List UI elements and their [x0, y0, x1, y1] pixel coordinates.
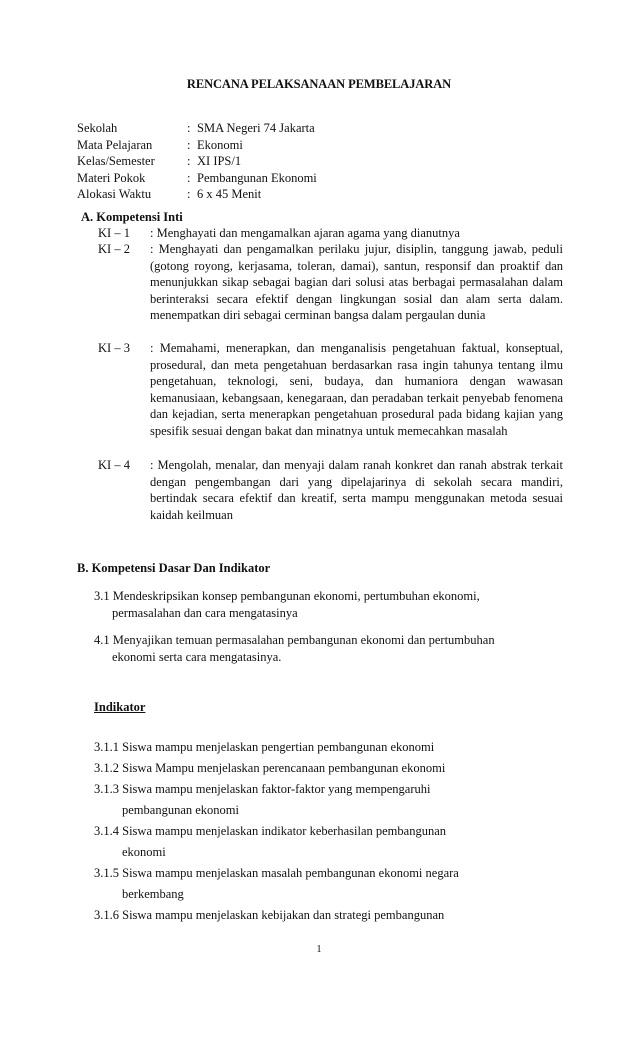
ki-text: : Menghayati dan pengamalkan perilaku jujur, disiplin, tanggung jawab, peduli (gotong royong, kerjasama, toleran, damai), santun, responsif dan proaktif dan menunjukkan sikap sebagai bagian dari solusi atas berbagai permasalahan dalam berinteraksi secara efektif dengan lingkungan sosial dan alam serta dalam. menempatkan diri sebagai cerminan bangsa dalam pergaulan dunia — [150, 242, 563, 322]
indikator-line: 3.1.1 Siswa mampu menjelaskan pengertian pembangunan ekonomi — [94, 740, 435, 754]
ki-1 — [98, 225, 563, 242]
identity-value: 6 x 45 Menit — [197, 187, 262, 201]
indikator-3-1-5 — [94, 865, 554, 882]
indikator-3-1-3-cont — [94, 802, 554, 819]
page-number: 1 — [316, 944, 322, 955]
identity-label: Mata Pelajaran — [77, 137, 153, 152]
identity-row-materi-pokok — [77, 170, 317, 187]
kd-3-1 — [94, 588, 544, 621]
indikator-3-1-1 — [94, 739, 554, 756]
indikator-line: 3.1.6 Siswa mampu menjelaskan kebijakan dan strategi pembangunan — [94, 908, 445, 922]
indikator-3-1-3 — [94, 781, 554, 798]
document-title: RENCANA PELAKSANAAN PEMBELAJARAN — [186, 77, 452, 91]
indikator-3-1-4 — [94, 823, 554, 840]
indikator-line-continued: ekonomi — [122, 845, 166, 859]
identity-row-kelas-semester — [77, 153, 317, 170]
identity-value: Pembangunan Ekonomi — [197, 170, 317, 185]
kd-line: 3.1 Mendeskripsikan konsep pembangunan ekonomi, pertumbuhan ekonomi, — [94, 589, 480, 603]
identity-label: Alokasi Waktu — [77, 187, 152, 201]
ki-4 — [98, 457, 563, 523]
identity-colon: : — [187, 137, 191, 152]
ki-label: KI – 1 — [98, 226, 130, 240]
identity-value: SMA Negeri 74 Jakarta — [197, 121, 315, 135]
identity-value: Ekonomi — [197, 137, 243, 152]
ki-label: KI – 4 — [98, 458, 130, 472]
kd-line-continued: ekonomi serta cara mengatasinya. — [112, 649, 282, 664]
ki-label: KI – 2 — [98, 242, 130, 256]
identity-colon: : — [187, 121, 191, 135]
identity-colon: : — [187, 170, 191, 185]
identity-label: Kelas/Semester — [77, 154, 155, 168]
indikator-line-continued: berkembang — [122, 887, 184, 901]
indikator-3-1-5-cont — [94, 886, 554, 903]
indikator-line: 3.1.5 Siswa mampu menjelaskan masalah pembangunan ekonomi negara — [94, 866, 459, 880]
indikator-3-1-6 — [94, 907, 554, 924]
section-a-heading: A. Kompetensi Inti — [81, 210, 183, 224]
indikator-heading: Indikator — [94, 700, 146, 714]
identity-colon: : — [187, 154, 191, 168]
identity-row-sekolah — [77, 120, 317, 137]
identity-label: Sekolah — [77, 121, 118, 135]
identity-value: XI IPS/1 — [197, 154, 242, 168]
ki-text: : Mengolah, menalar, dan menyaji dalam ranah konkret dan ranah abstrak terkait dengan pengembangan dari yang dipelajarinya di sekolah secara mandiri, bertindak secara efektif dan kreatif, serta mampu menggunakan metoda sesuai kaidah keilmuan — [150, 458, 563, 522]
indikator-line: 3.1.3 Siswa mampu menjelaskan faktor-faktor yang mempengaruhi — [94, 782, 431, 796]
identity-colon: : — [187, 187, 191, 201]
identity-row-alokasi-waktu — [77, 186, 317, 203]
identity-row-mata-pelajaran — [77, 137, 317, 154]
ki-text: : Menghayati dan mengamalkan ajaran agama yang dianutnya — [150, 226, 460, 240]
indikator-line-continued: pembangunan ekonomi — [122, 803, 239, 817]
section-b-heading: B. Kompetensi Dasar Dan Indikator — [77, 561, 271, 575]
indikator-line: 3.1.2 Siswa Mampu menjelaskan perencanaan pembangunan ekonomi — [94, 761, 446, 775]
indikator-3-1-4-cont — [94, 844, 554, 861]
kd-line: 4.1 Menyajikan temuan permasalahan pembangunan ekonomi dan pertumbuhan — [94, 633, 495, 647]
ki-text: : Memahami, menerapkan, dan menganalisis pengetahuan faktual, konseptual, prosedural, dan meta pengetahuan berdasarkan rasa ingin tahunya tentang ilmu pengetahuan, teknologi, seni, budaya, dan humaniora dengan wawasan kemanusiaan, kebangsaan, kenegaraan, dan peradaban terkait penyebab fenomena dan kejadian, serta menerapkan pengetahuan prosedural pada bidang kajian yang spesifik sesuai dengan bakat dan minatnya untuk memecahkan masalah — [150, 341, 563, 438]
ki-2 — [98, 241, 563, 324]
kd-line-continued: permasalahan dan cara mengatasinya — [112, 605, 298, 620]
ki-label: KI – 3 — [98, 341, 130, 355]
ki-3 — [98, 340, 563, 439]
indikator-3-1-2 — [94, 760, 554, 777]
kd-4-1 — [94, 632, 544, 665]
indikator-line: 3.1.4 Siswa mampu menjelaskan indikator keberhasilan pembangunan — [94, 824, 446, 838]
identity-table — [77, 120, 317, 203]
identity-label: Materi Pokok — [77, 170, 146, 185]
